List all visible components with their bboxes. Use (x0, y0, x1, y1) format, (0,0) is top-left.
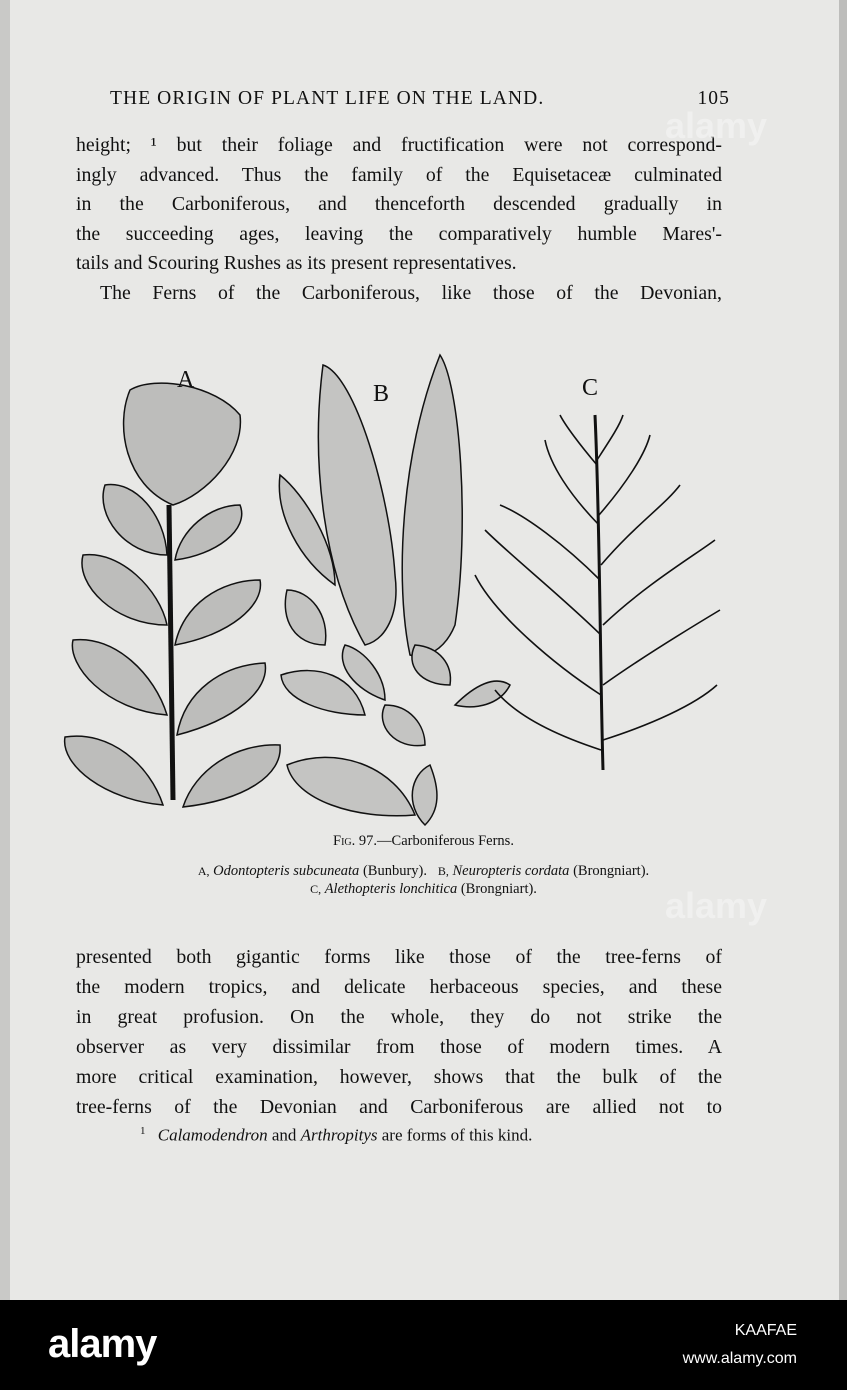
footnote-mark: 1 (140, 1125, 146, 1137)
footnote-name-2: Arthropitys (300, 1125, 378, 1145)
text-line: in great profusion. On the whole, they do not strike the (76, 1006, 722, 1028)
text-line: height; ¹ but their foliage and fructification were not correspond- (76, 134, 722, 156)
text-line: tree-ferns of the Devonian and Carboniferous are allied not to (76, 1096, 722, 1118)
caption-author-b: (Brongniart). (573, 863, 650, 879)
page-edge-left (0, 0, 10, 1300)
text-line: more critical examination, however, shows that the bulk of the (76, 1066, 722, 1088)
image-id: KAAFAE (734, 1322, 797, 1339)
text-line: tails and Scouring Rushes as its present representatives. (76, 252, 517, 274)
text-line: The Ferns of the Carboniferous, like those of the Devonian, (100, 281, 722, 304)
alamy-logo: alamy (48, 1322, 157, 1366)
caption-name-b: Neuropteris cordata (452, 863, 570, 879)
stock-watermark-bar (0, 1300, 847, 1390)
fig-prefix: Fig. (333, 833, 356, 849)
caption-letter-c: C, (310, 882, 322, 896)
text-line: the succeeding ages, leaving the comparatively humble Mares'- (76, 222, 722, 245)
figure-label-c: C (582, 375, 599, 401)
text-line: in the Carboniferous, and thenceforth descended gradually in (76, 193, 722, 215)
fig-title: 97.—Carboniferous Ferns. (358, 833, 514, 849)
footnote (140, 1125, 740, 1146)
text-line: observer as very dissimilar from those of modern times. A (76, 1036, 722, 1058)
paragraph-1 (76, 131, 722, 308)
caption-letter-b: B, (437, 864, 449, 878)
page-number: 105 (697, 88, 730, 109)
caption-letter-a: A, (197, 864, 210, 878)
fern-a-drawing (65, 383, 281, 807)
footnote-name-1: Calamodendron (157, 1125, 268, 1145)
watermark-ghost: alamy (665, 885, 768, 926)
caption-name-a: Odontopteris subcuneata (213, 863, 360, 879)
text-line: ingly advanced. Thus the family of the Equisetaceæ culminated (76, 163, 722, 186)
fern-illustration (55, 345, 735, 835)
watermark-url: www.alamy.com (682, 1350, 797, 1367)
watermark-ghost: alamy (665, 105, 768, 146)
running-head-title: THE ORIGIN OF PLANT LIFE ON THE LAND. (110, 88, 545, 109)
fern-b-drawing (279, 355, 510, 825)
fern-figure (55, 345, 735, 835)
figure-label-a: A (177, 367, 195, 393)
figure-caption-title (0, 833, 847, 850)
text-line: the modern tropics, and delicate herbaceous species, and these (76, 976, 722, 998)
caption-name-c: Alethopteris lonchitica (324, 881, 458, 897)
paragraph-3 (76, 942, 722, 1122)
figure-label-b: B (373, 381, 390, 407)
running-head (110, 88, 730, 110)
caption-author-c: (Brongniart). (460, 881, 537, 897)
caption-line-1 (0, 862, 847, 880)
footnote-rest: are forms of this kind. (381, 1125, 533, 1145)
footnote-and: and (271, 1125, 297, 1145)
fern-c-drawing (475, 415, 720, 770)
text-line: presented both gigantic forms like those of the tree-ferns of (76, 946, 722, 968)
caption-author-a: (Bunbury). (362, 863, 427, 879)
page-edge-right (839, 0, 847, 1300)
